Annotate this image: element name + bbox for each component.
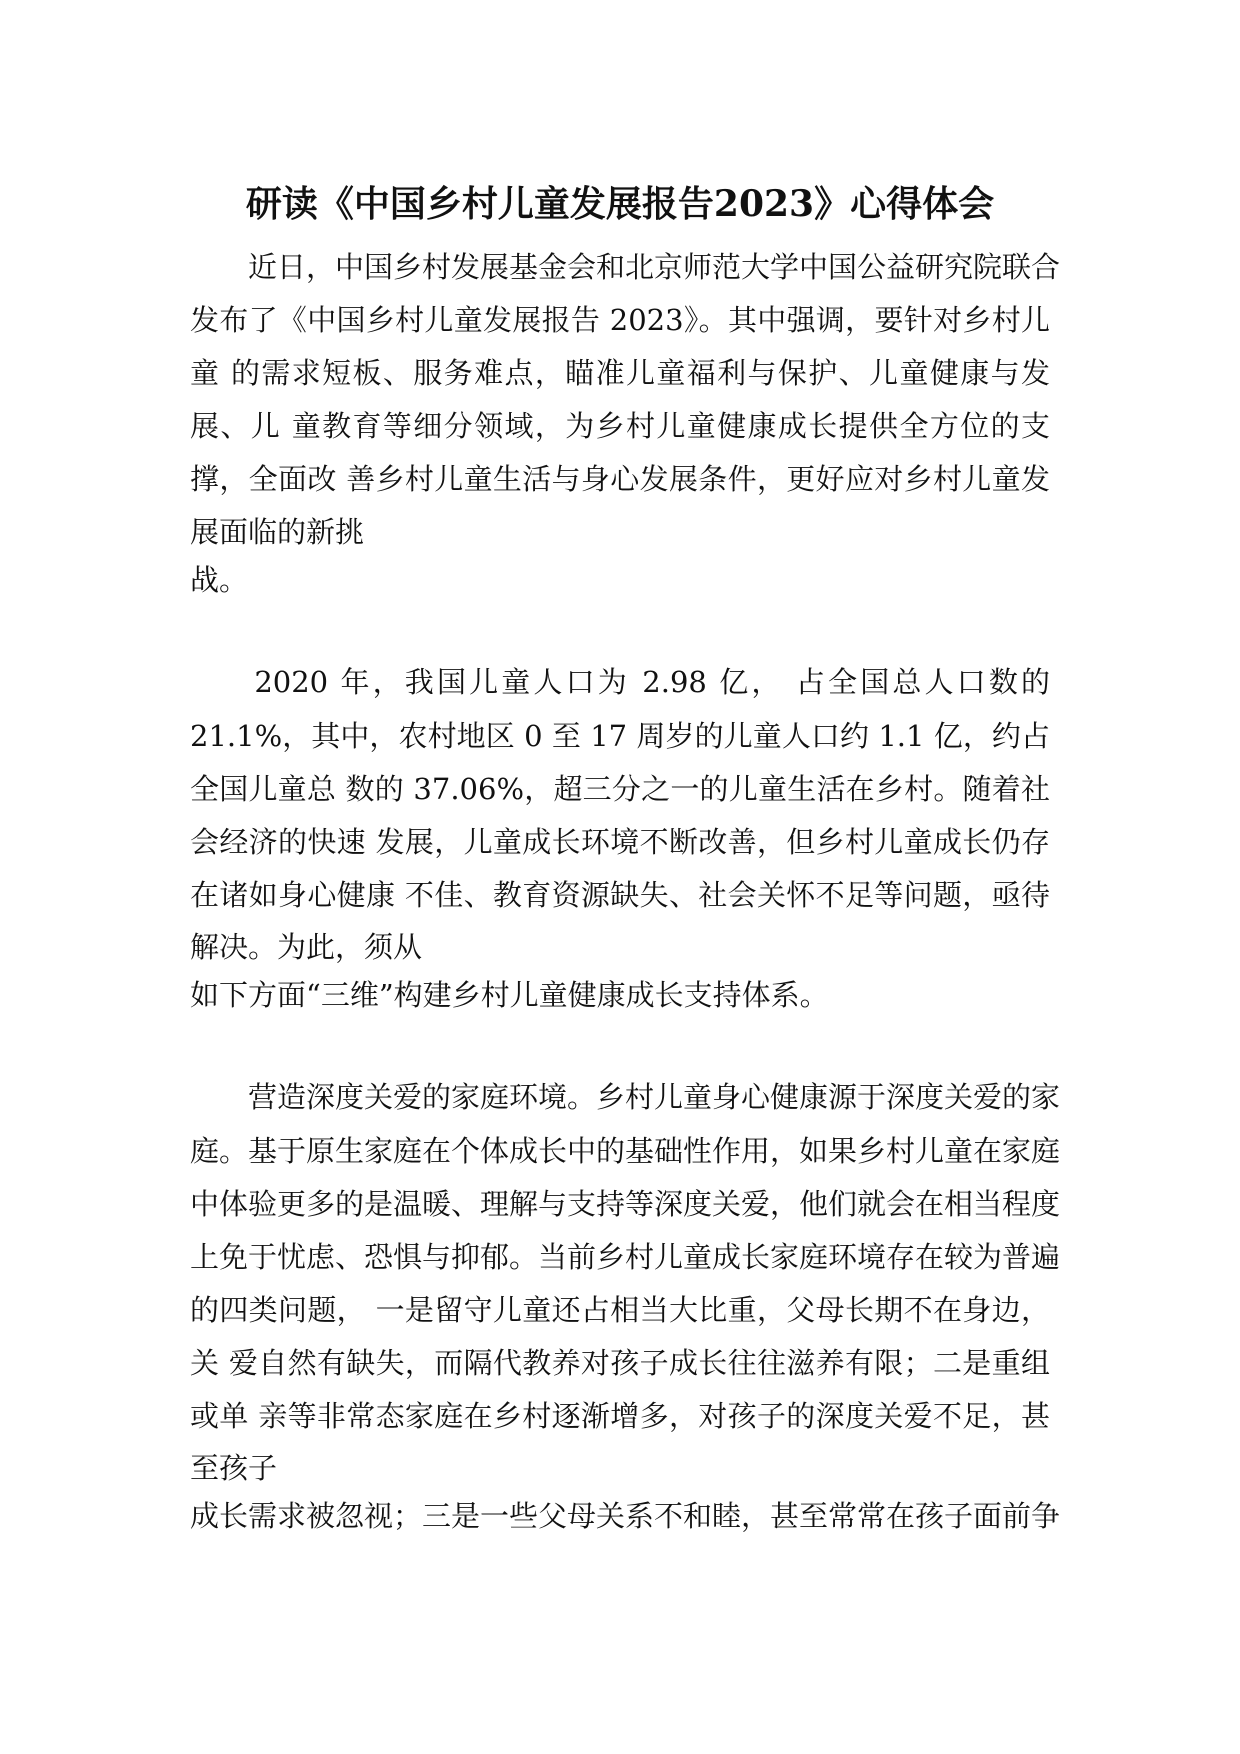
paragraph-3-line-9: 成长需求被忽视；三是一些父母关系不和睦，甚至常常在孩子面前争 bbox=[190, 1499, 1061, 1533]
paragraph-2-line-5: 在诸如身心健康 不佳、教育资源缺失、社会关怀不足等问题，亟待 bbox=[190, 878, 1050, 912]
paragraph-3-line-8: 至孩子 bbox=[190, 1451, 278, 1485]
paragraph-1-line-7: 战。 bbox=[190, 563, 249, 597]
paragraph-1-line-2: 发布了《中国乡村儿童发展报告 2023》。其中强调，要针对乡村儿 bbox=[190, 303, 1050, 337]
paragraph-3-line-5: 的四类问题， 一是留守儿童还占相当大比重，父母长期不在身边， bbox=[190, 1293, 1050, 1327]
paragraph-1-line-3: 童 的需求短板、服务难点，瞄准儿童福利与保护、儿童健康与发 bbox=[190, 356, 1050, 390]
paragraph-2-line-3: 全国儿童总 数的 37.06%，超三分之一的儿童生活在乡村。随着社 bbox=[190, 772, 1050, 806]
paragraph-1-line-1: 近日，中国乡村发展基金会和北京师范大学中国公益研究院联合 bbox=[190, 250, 1061, 284]
paragraph-2-line-4: 会经济的快速 发展，儿童成长环境不断改善，但乡村儿童成长仍存 bbox=[190, 825, 1050, 859]
paragraph-1-line-6: 展面临的新挑 bbox=[190, 515, 365, 549]
paragraph-2-line-1: 2020 年，我国儿童人口为 2.98 亿， 占全国总人口数的 bbox=[190, 665, 1050, 699]
paragraph-1-line-5: 撑，全面改 善乡村儿童生活与身心发展条件，更好应对乡村儿童发 bbox=[190, 462, 1050, 496]
paragraph-2-line-2: 21.1%，其中，农村地区 0 至 17 周岁的儿童人口约 1.1 亿，约占 bbox=[190, 719, 1050, 753]
paragraph-2-line-6: 解决。为此，须从 bbox=[190, 930, 423, 964]
paragraph-3-line-4: 上免于忧虑、恐惧与抑郁。当前乡村儿童成长家庭环境存在较为普遍 bbox=[190, 1240, 1061, 1274]
paragraph-2-line-7: 如下方面“三维”构建乡村儿童健康成长支持体系。 bbox=[190, 978, 829, 1012]
document-title: 研读《中国乡村儿童发展报告2023》心得体会 bbox=[245, 183, 995, 225]
paragraph-3-line-6: 关 爱自然有缺失，而隔代教养对孩子成长往往滋养有限；二是重组 bbox=[190, 1346, 1050, 1380]
paragraph-3-line-2: 庭。基于原生家庭在个体成长中的基础性作用，如果乡村儿童在家庭 bbox=[190, 1134, 1061, 1168]
paragraph-3-line-1: 营造深度关爱的家庭环境。乡村儿童身心健康源于深度关爱的家 bbox=[190, 1080, 1061, 1114]
paragraph-3-line-3: 中体验更多的是温暖、理解与支持等深度关爱，他们就会在相当程度 bbox=[190, 1187, 1061, 1221]
paragraph-3-line-7: 或单 亲等非常态家庭在乡村逐渐增多，对孩子的深度关爱不足，甚 bbox=[190, 1399, 1050, 1433]
paragraph-1-line-4: 展、儿 童教育等细分领域，为乡村儿童健康成长提供全方位的支 bbox=[190, 409, 1050, 443]
